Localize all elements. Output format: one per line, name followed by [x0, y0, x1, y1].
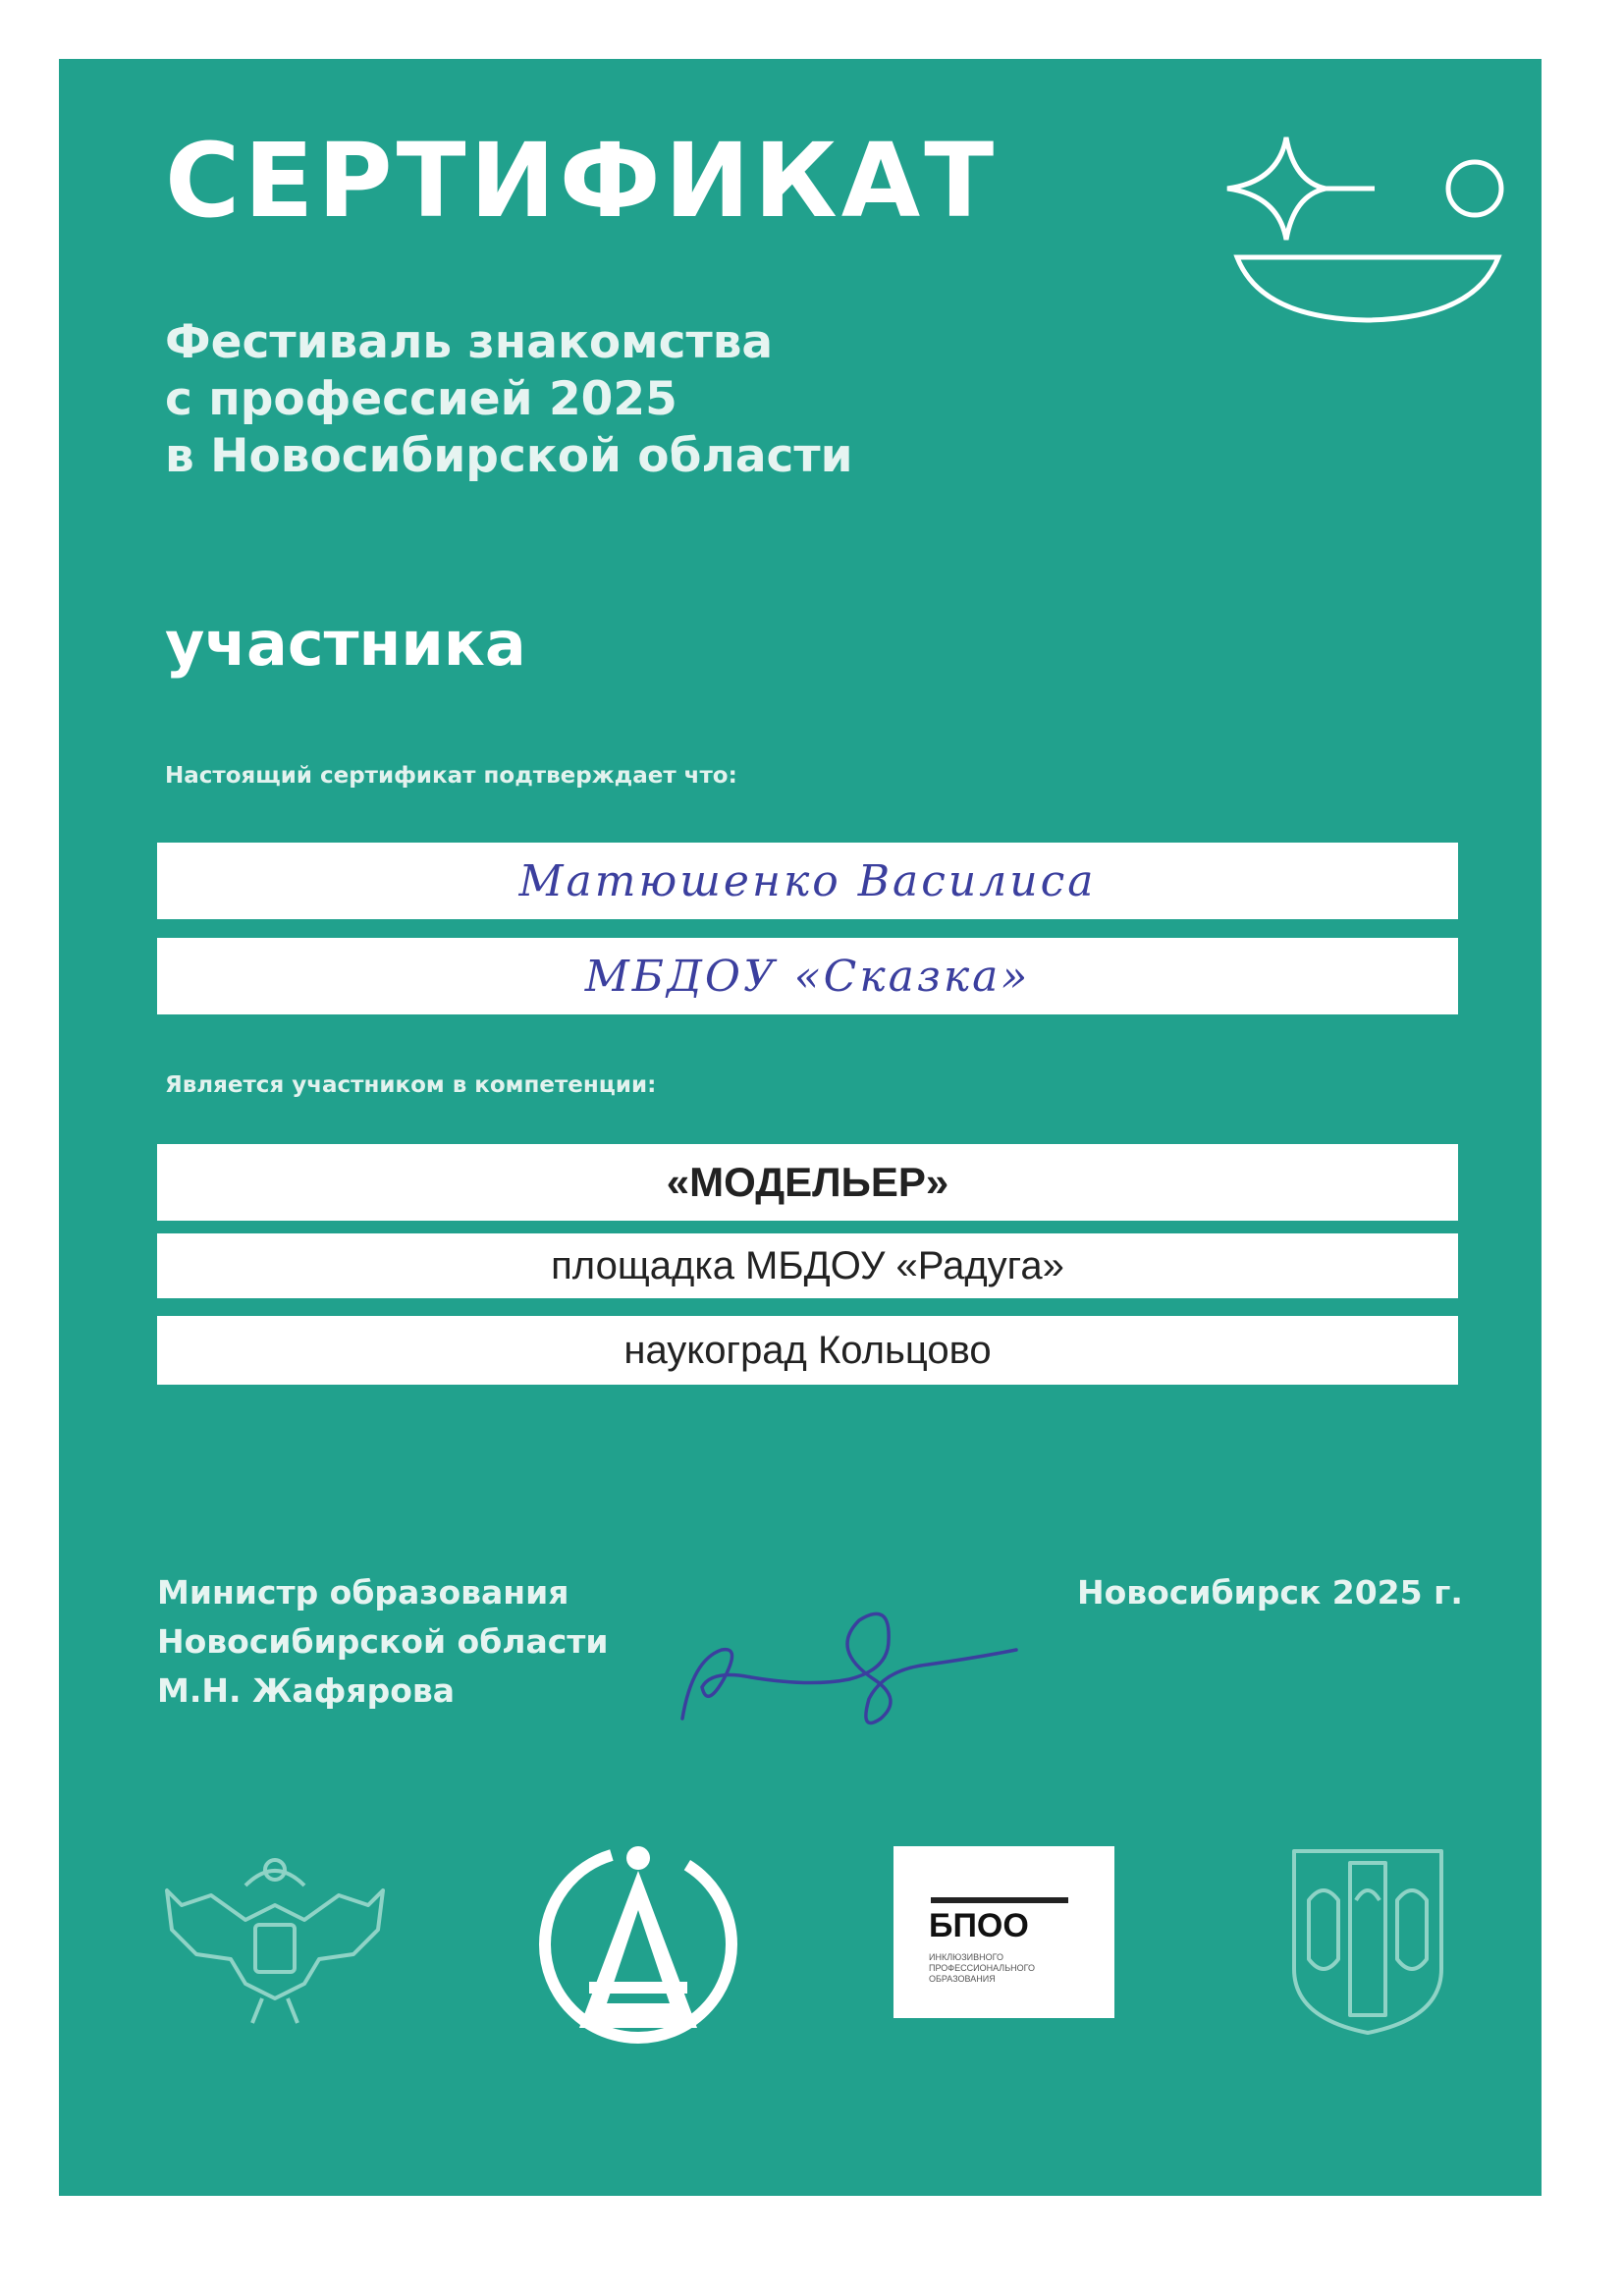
participant-name: Матюшенко Василиса	[518, 855, 1097, 906]
subtitle-line: с профессией 2025	[165, 372, 677, 426]
city-name: наукоград Кольцово	[623, 1328, 992, 1372]
competence-caption: Является участником в компетенции:	[165, 1072, 657, 1098]
bpoo-logo-subtitle: ИНКЛЮЗИВНОГО ПРОФЕССИОНАЛЬНОГО ОБРАЗОВАНИЯ	[929, 1952, 1035, 1984]
signatory-line: Министр образования	[157, 1573, 569, 1612]
participant-org-field	[157, 938, 1458, 1014]
signature-graphic	[663, 1571, 1056, 1738]
bpoo-logo-bar	[931, 1897, 1068, 1903]
signatory-line: Новосибирской области	[157, 1622, 609, 1661]
venue-name: площадка МБДОУ «Радуга»	[551, 1243, 1064, 1287]
competence-name: «МОДЕЛЬЕР»	[666, 1159, 949, 1205]
signatory-block	[157, 1568, 609, 1716]
festival-subtitle	[165, 314, 853, 485]
place-date: Новосибирск 2025 г.	[1077, 1573, 1463, 1612]
bpoo-logo	[893, 1846, 1114, 2018]
venue-field	[157, 1233, 1458, 1298]
subtitle-line: Фестиваль знакомства	[165, 315, 774, 369]
certificate-panel	[59, 59, 1542, 2196]
participant-name-field	[157, 843, 1458, 919]
confirm-caption: Настоящий сертификат подтверждает что:	[165, 763, 737, 789]
participant-org: МБДОУ «Сказка»	[584, 951, 1031, 1002]
signatory-line: М.Н. Жафярова	[157, 1671, 456, 1710]
bpoo-logo-text: БПОО	[929, 1907, 1029, 1944]
competence-field	[157, 1144, 1458, 1221]
city-field	[157, 1316, 1458, 1385]
participant-role: участника	[165, 608, 526, 680]
eagle-emblem-icon	[152, 1836, 398, 2033]
compass-emblem-icon	[530, 1817, 746, 2062]
regional-coat-of-arms-icon	[1279, 1841, 1456, 2038]
certificate-title: СЕРТИФИКАТ	[165, 121, 999, 241]
sparkle-bowl-icon	[1218, 128, 1512, 324]
subtitle-line: в Новосибирской области	[165, 429, 853, 483]
